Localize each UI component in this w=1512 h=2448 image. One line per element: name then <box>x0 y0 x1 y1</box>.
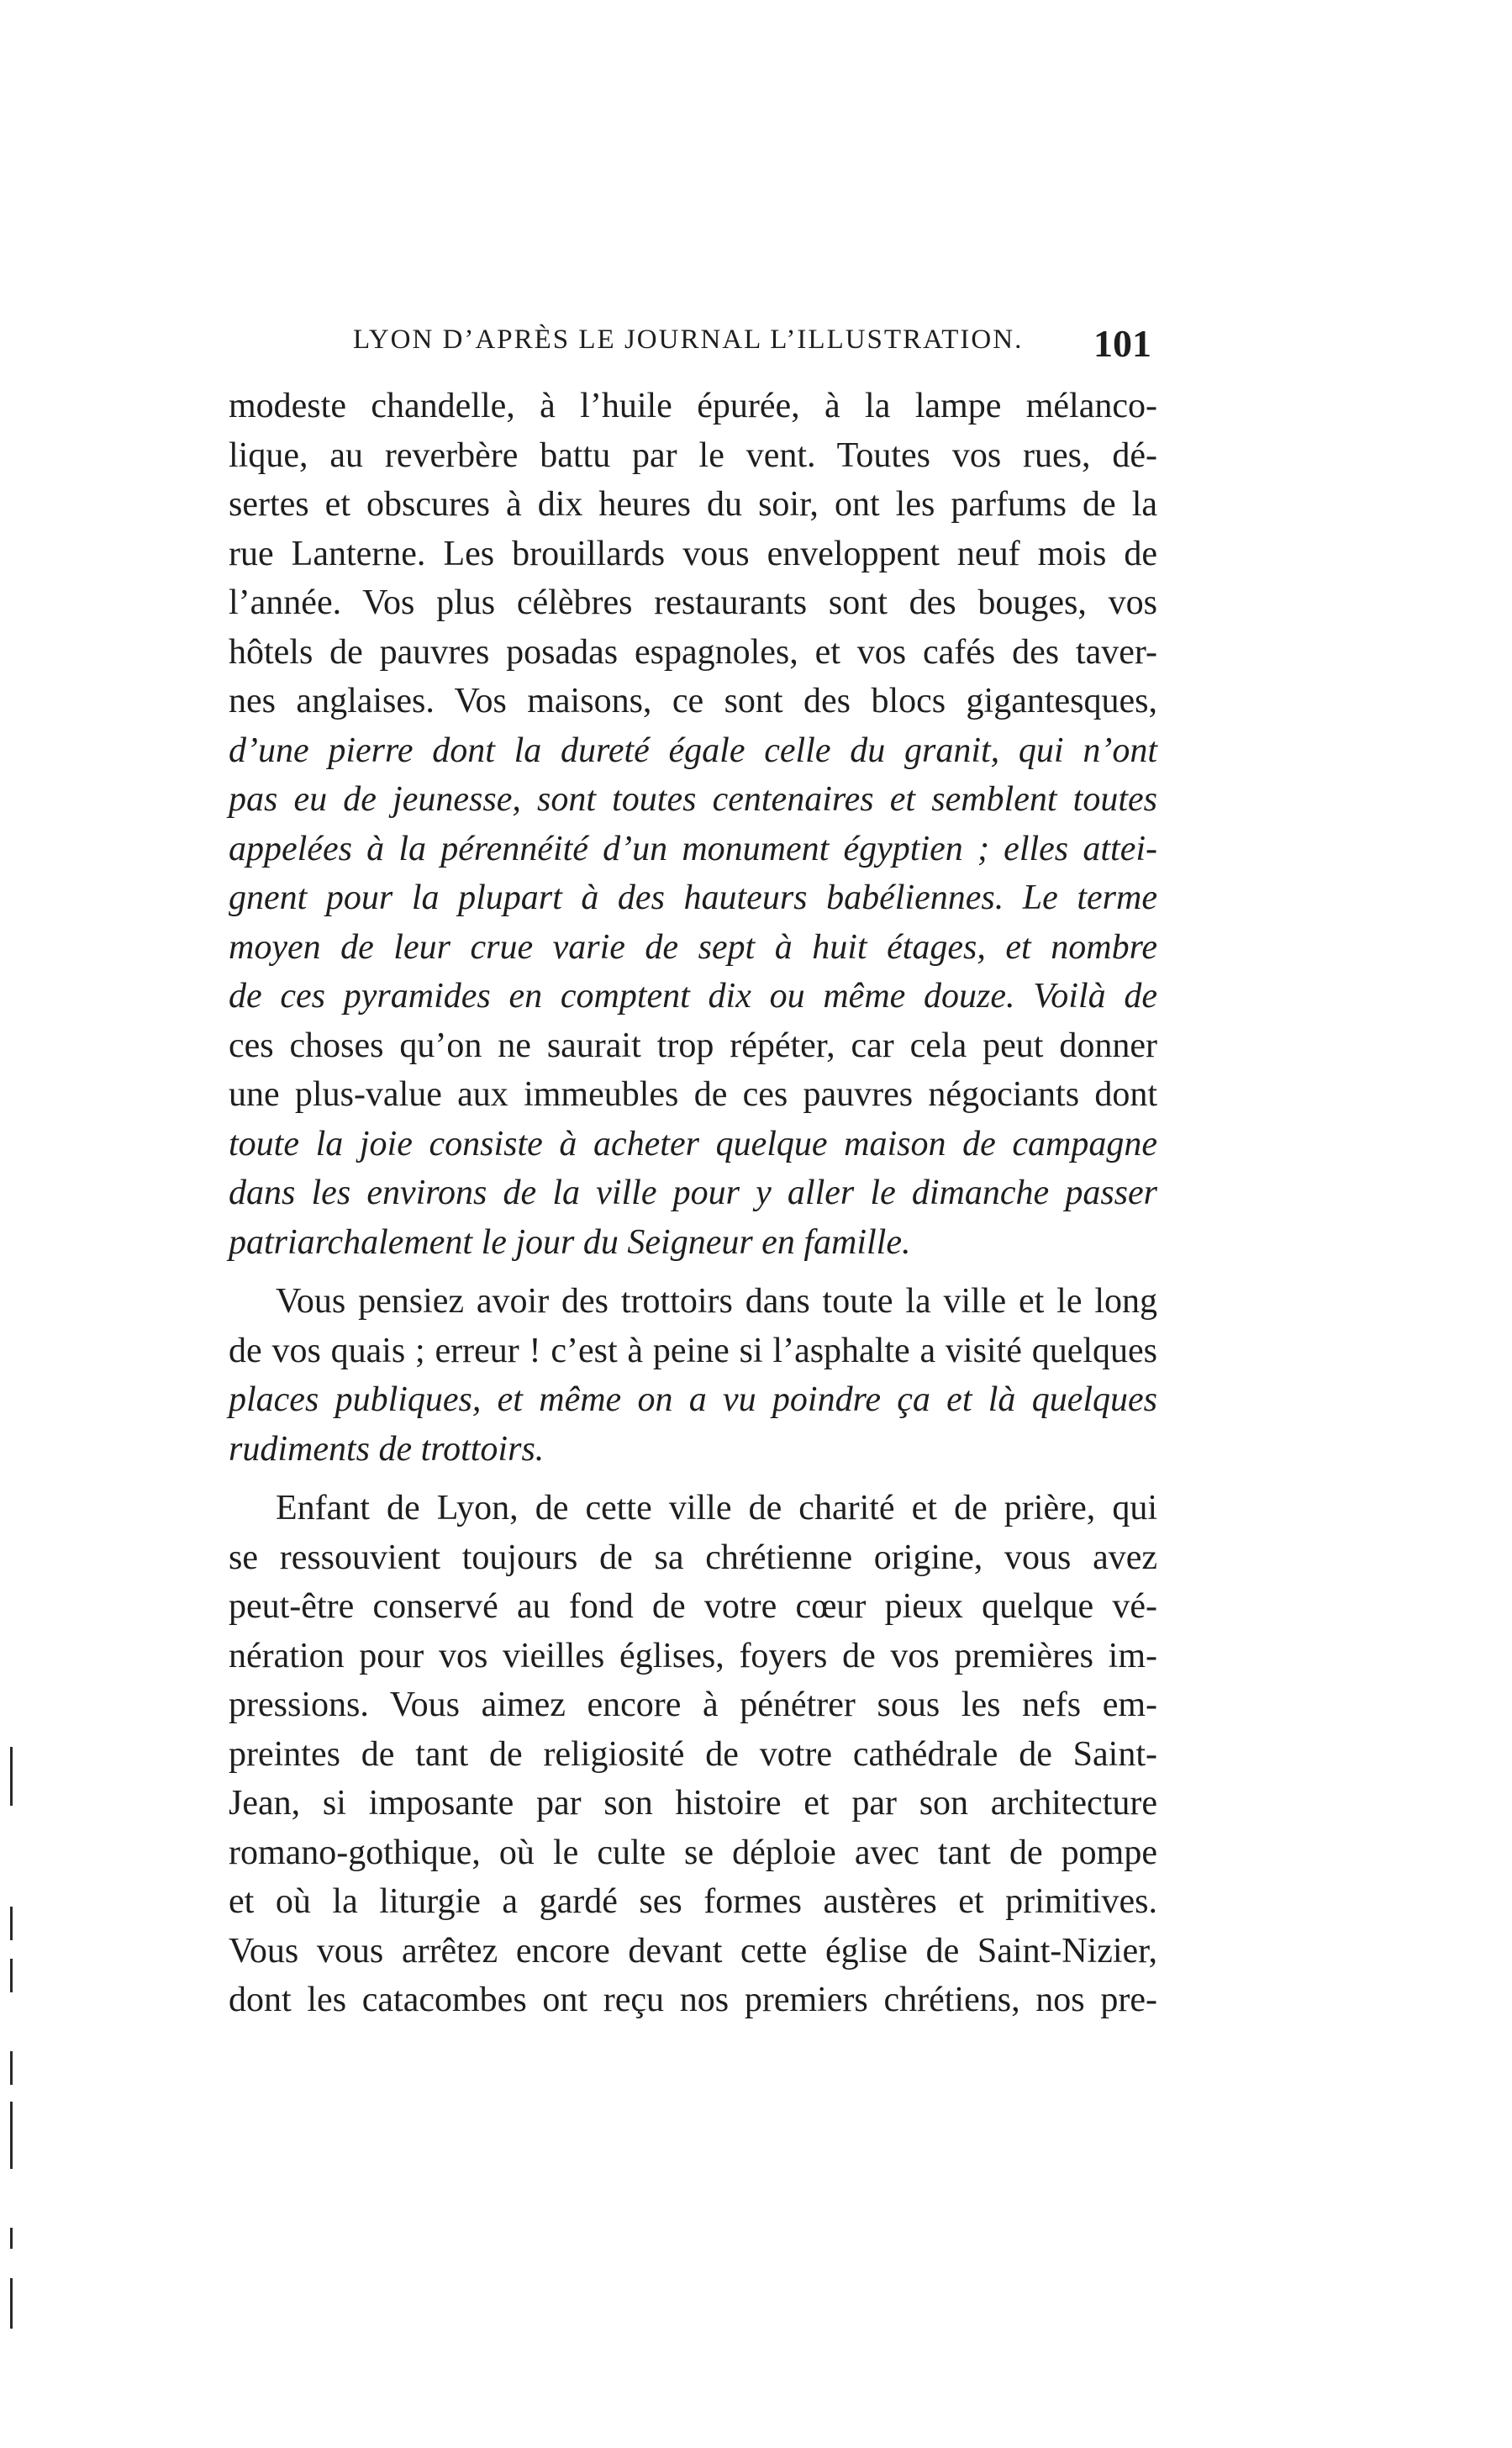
text-line: toute la joie consiste à acheter quelque maison de campagne <box>229 1124 1157 1163</box>
text-line: moyen de leur crue varie de sept à huit étages, et nombre <box>229 927 1157 967</box>
text-line: sertes et obscures à dix heures du soir, ont les parfums de la <box>229 485 1157 524</box>
scan-artifact-mark <box>10 2051 13 2085</box>
text-line: rue Lanterne. Les brouillards vous enveloppent neuf mois de <box>229 534 1157 573</box>
text-line: et où la liturgie a gardé ses formes austères et primitives. <box>229 1882 1157 1921</box>
text-line: nes anglaises. Vos maisons, ce sont des blocs gigantesques, <box>229 682 1157 720</box>
text-line: peut-être conservé au fond de votre cœur pieux quelque vé- <box>229 1587 1157 1626</box>
text-line: dont les catacombes ont reçu nos premiers chrétiens, nos pre- <box>229 1981 1157 2019</box>
text-line: gnent pour la plupart à des hauteurs babéliennes. Le terme <box>229 878 1157 917</box>
scan-artifact-mark <box>10 1959 13 1992</box>
text-line: preintes de tant de religiosité de votre cathédrale de Saint- <box>229 1734 1157 1774</box>
text-line: Jean, si imposante par son histoire et par son architecture <box>229 1784 1157 1823</box>
scan-artifact-mark <box>10 1907 13 1940</box>
text-line: pas eu de jeunesse, sont toutes centenaires et semblent toutes <box>229 780 1157 819</box>
text-line: romano-gothique, où le culte se déploie avec tant de pompe <box>229 1833 1157 1872</box>
text-line: l’année. Vos plus célèbres restaurants sont des bouges, vos <box>229 583 1157 622</box>
text-line: de vos quais ; erreur ! c’est à peine si l’asphalte a visité quelques <box>229 1331 1157 1370</box>
scan-artifact-mark <box>10 2102 13 2169</box>
text-line: modeste chandelle, à l’huile épurée, à la lampe mélanco- <box>229 387 1157 425</box>
text-line: hôtels de pauvres posadas espagnoles, et vos cafés des taver- <box>229 632 1157 672</box>
text-line: Enfant de Lyon, de cette ville de charité et de prière, qui <box>276 1489 1157 1527</box>
text-line: se ressouvient toujours de sa chrétienne origine, vous avez <box>229 1538 1157 1577</box>
text-line: places publiques, et même on a vu poindre ça et là quelques <box>229 1380 1157 1419</box>
text-line: d’une pierre dont la dureté égale celle du granit, qui n’ont <box>229 731 1157 770</box>
running-head <box>353 324 1151 375</box>
body-text <box>229 382 1157 2025</box>
page-number: 101 <box>1093 322 1151 365</box>
text-line: Vous vous arrêtez encore devant cette église de Saint-Nizier, <box>229 1931 1157 1971</box>
text-line: appelées à la pérennéité d’un monument égyptien ; elles attei- <box>229 829 1157 868</box>
text-line: patriarchalement le jour du Seigneur en famille. <box>229 1222 911 1262</box>
text-line: rudiments de trottoirs. <box>229 1429 545 1469</box>
text-line: ces choses qu’on ne saurait trop répéter, car cela peut donner <box>229 1026 1157 1065</box>
text-line: pressions. Vous aimez encore à pénétrer sous les nefs em- <box>229 1686 1157 1724</box>
text-line: une plus-value aux immeubles de ces pauvres négociants dont <box>229 1075 1157 1114</box>
text-line: dans les environs de la ville pour y aller le dimanche passer <box>229 1174 1157 1212</box>
text-line: lique, au reverbère battu par le vent. Toutes vos rues, dé- <box>229 435 1157 475</box>
scan-artifact-mark <box>10 1747 13 1806</box>
scan-artifact-mark <box>10 2228 13 2249</box>
scan-artifact-mark <box>10 2278 13 2329</box>
running-head-title: LYON D’APRÈS LE JOURNAL L’ILLUSTRATION. <box>353 324 1024 355</box>
text-line: Vous pensiez avoir des trottoirs dans toute la ville et le long <box>276 1282 1157 1321</box>
text-line: de ces pyramides en comptent dix ou même douze. Voilà de <box>229 977 1157 1016</box>
text-line: nération pour vos vieilles églises, foyers de vos premières im- <box>229 1636 1157 1675</box>
